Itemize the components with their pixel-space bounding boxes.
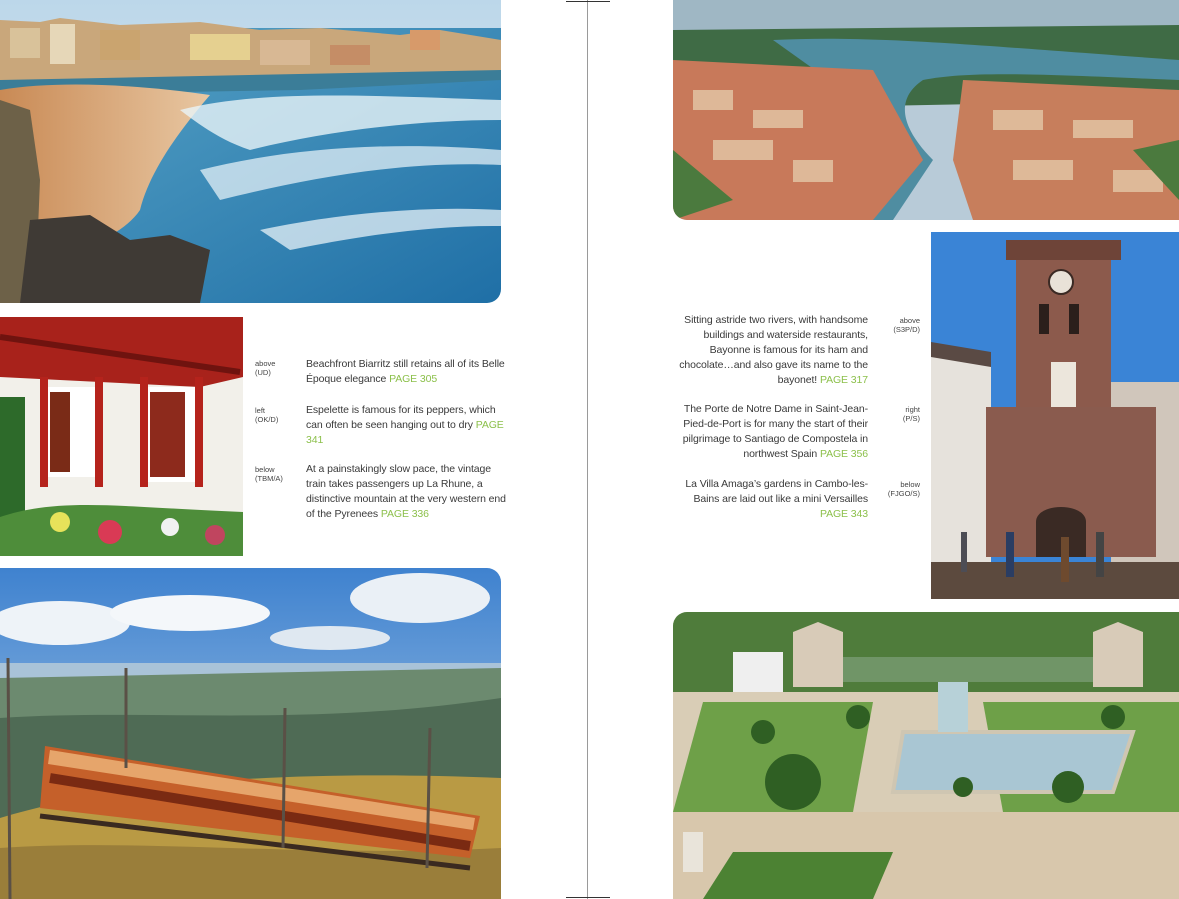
caption-tag-above-right: [874, 316, 920, 334]
caption-la-rhune: [306, 462, 506, 522]
la-rhune-train-photo: [0, 568, 501, 899]
caption-position: above: [899, 316, 920, 325]
caption-position: below: [900, 480, 920, 489]
caption-text: Sitting astride two rivers, with handsome buildings and waterside restaurants, Bayonne is famous for its ham and chocolate…and also gave its name to the bayonet!: [679, 314, 868, 386]
caption-text: At a painstakingly slow pace, the vintage train takes passengers up La Rhune, a distinctive mountain at the very western end of the Pyrenees: [306, 463, 506, 520]
caption-biarritz: [306, 357, 506, 387]
caption-saint-jean: [664, 402, 868, 462]
caption-credit: (OK/D): [255, 415, 279, 424]
caption-position: below: [255, 465, 275, 474]
caption-position: left: [255, 406, 266, 415]
gutter-line: [587, 0, 588, 899]
caption-espelette: [306, 403, 506, 448]
page-reference[interactable]: PAGE 343: [819, 508, 868, 520]
page-reference[interactable]: PAGE 341: [306, 419, 504, 446]
crop-mark-top: [566, 1, 610, 2]
caption-tag-below-left: [255, 465, 300, 483]
caption-text: La Villa Amaga’s gardens in Cambo-les-Bains are laid out like a mini Versailles: [685, 478, 868, 505]
crop-mark-bottom: [566, 897, 610, 898]
page-reference[interactable]: PAGE 305: [389, 373, 438, 385]
caption-text: Beachfront Biarritz still retains all of its Belle Époque elegance: [306, 358, 505, 385]
caption-credit: (FJGO/S): [887, 489, 920, 498]
bayonne-aerial-photo: [673, 0, 1179, 220]
caption-text: The Porte de Notre Dame in Saint-Jean-Pied-de-Port is for many the start of their pilgrimage to Santiago de Compostela in northwest Spain: [682, 403, 868, 460]
villa-gardens-photo: [673, 612, 1179, 899]
caption-text: Espelette is famous for its peppers, which can often be seen hanging out to dry: [306, 404, 496, 431]
page-reference[interactable]: PAGE 336: [380, 508, 429, 520]
caption-position: right: [905, 405, 920, 414]
espelette-peppers-photo: [0, 317, 243, 556]
caption-credit: (TBM/A): [255, 474, 283, 483]
caption-tag-below-right: [874, 480, 920, 498]
caption-tag-right: [874, 405, 920, 423]
saint-jean-pied-de-port-photo: [931, 232, 1179, 599]
page-reference[interactable]: PAGE 356: [819, 448, 868, 460]
caption-credit: (UD): [255, 368, 271, 377]
caption-tag-left: [255, 406, 300, 424]
biarritz-beach-photo: [0, 0, 501, 303]
caption-credit: (S3P/D): [893, 325, 920, 334]
page-reference[interactable]: PAGE 317: [819, 374, 868, 386]
caption-tag-above-left: [255, 359, 300, 377]
caption-credit: (P/S): [902, 414, 920, 423]
caption-bayonne: [664, 313, 868, 388]
caption-villa-gardens: [664, 477, 868, 522]
caption-position: above: [255, 359, 276, 368]
